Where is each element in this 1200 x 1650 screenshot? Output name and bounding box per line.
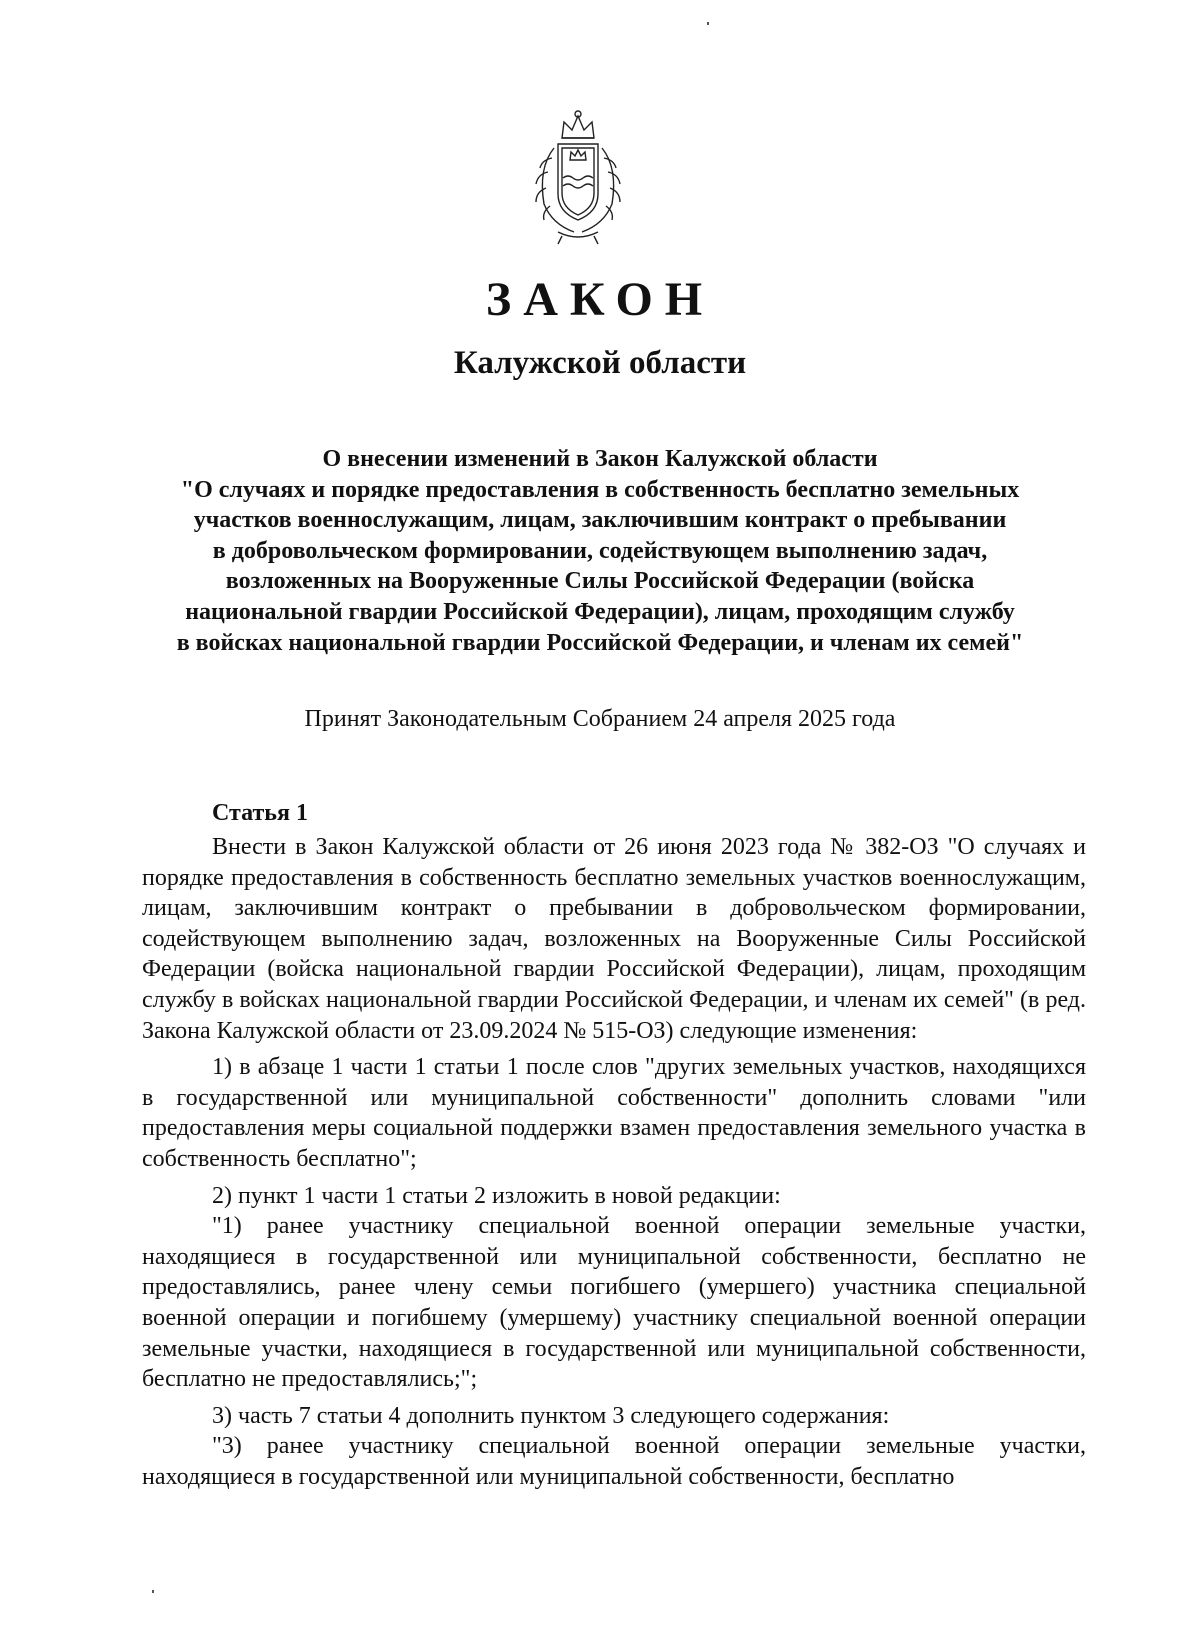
subject-line: участков военнослужащим, лицам, заключившим контракт о пребывании	[193, 507, 1007, 534]
subject-line: "О случаях и порядке предоставления в собственность бесплатно земельных	[180, 476, 1020, 503]
article-body	[142, 832, 1086, 1492]
region-name: Калужской области	[453, 345, 747, 381]
subject-line: в добровольческом формировании, содействующем выполнению задач,	[212, 537, 988, 564]
subject-line: национальной гвардии Российской Федерации), лицам, проходящим службу	[185, 598, 1015, 625]
scan-speck	[152, 1590, 154, 1593]
scan-speck	[707, 22, 709, 25]
article-paragraph: Внести в Закон Калужской области от 26 июня 2023 года № 382-ОЗ "О случаях и порядке предоставления в собственность бесплатно земельных участков военнослужащим, лицам, заключившим контракт о пребывании в добровольческом формировании, содействующем выполнению задач, возложенных на Вооруженные Силы Российской Федерации (войска национальной гвардии Российской Федерации), лицам, проходящим службу в войсках национальной гвардии Российской Федерации, и членам их семей" (в ред. Закона Калужской области от 23.09.2024 № 515-ОЗ) следующие изменения:	[142, 834, 1086, 1044]
article-paragraph: "1) ранее участнику специальной военной операции земельные участки, находящиеся в государственной или муниципальной собственности, бесплатно не предоставлялись, ранее члену семьи погибшего (умершего) участника специальной военной операции и погибшему (умершему) участнику специальной военной операции земельные участки, находящиеся в государственной или муниципальной собственности, бесплатно не предоставлялись;";	[142, 1213, 1086, 1393]
article-heading: Статья 1	[212, 800, 308, 826]
article-paragraph: "3) ранее участнику специальной военной операции земельные участки, находящиеся в государственной или муниципальной собственности, бесплатно	[142, 1433, 1086, 1490]
kaluga-region-coat-of-arms-icon	[518, 108, 638, 248]
article-paragraph: 2) пункт 1 части 1 статьи 2 изложить в новой редакции:	[212, 1182, 781, 1209]
subject-line: О внесении изменений в Закон Калужской области	[322, 446, 878, 472]
article-paragraph: 3) часть 7 статьи 4 дополнить пунктом 3 следующего содержания:	[212, 1402, 890, 1429]
subject-line: в войсках национальной гвардии Российской Федерации, и членам их семей"	[176, 629, 1024, 656]
law-subject-title	[120, 444, 1080, 658]
adoption-note: Принят Законодательным Собранием 24 апреля 2025 года	[304, 706, 896, 732]
subject-line: возложенных на Вооруженные Силы Российской Федерации (войска	[225, 568, 975, 595]
article-paragraph: 1) в абзаце 1 части 1 статьи 1 после слов "других земельных участков, находящихся в государственной или муниципальной собственности" дополнить словами "или предоставления меры социальной поддержки взамен предоставления земельного участка в собственность бесплатно";	[142, 1054, 1086, 1172]
law-title: ЗАКОН	[485, 273, 715, 326]
